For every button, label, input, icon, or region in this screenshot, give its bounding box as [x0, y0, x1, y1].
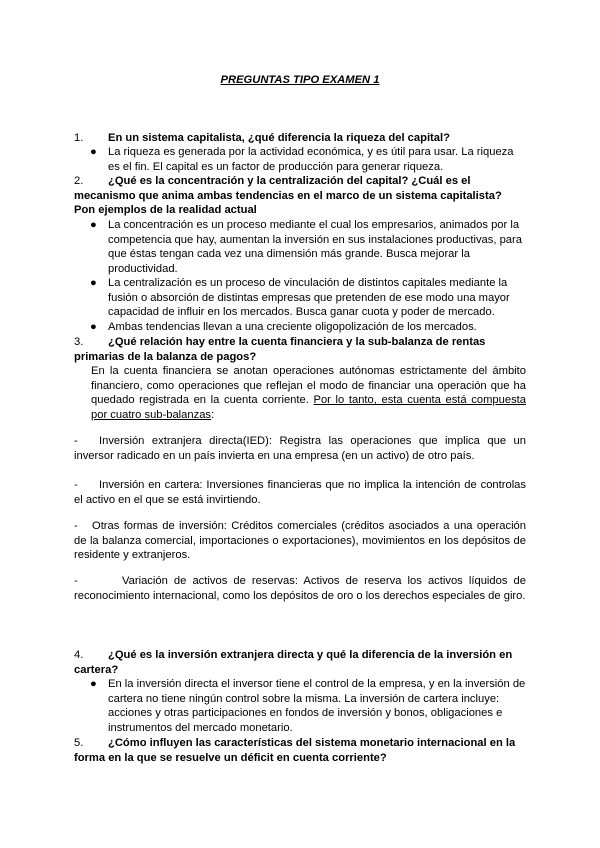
sub-balance-text: Inversión en cartera: Inversiones financieras que no implica la intención de controlas el activo en el que se está invirtiendo.	[74, 479, 526, 506]
question-5	[74, 736, 524, 765]
list-item	[90, 218, 526, 276]
paragraph-text: En la cuenta financiera se anotan operaciones autónomas estrictamente del ámbito financiero, como operaciones que reflejan el modo de financiar una operación que ha quedado registrada en la cuenta corriente.	[91, 365, 526, 406]
question-number: 1.	[74, 132, 84, 144]
question-text: ¿Qué relación hay entre la cuenta financiera y la sub-balanza de rentas primarias de la balanza de pagos?	[74, 336, 486, 363]
list-item	[90, 276, 526, 320]
question-number: 4.	[74, 649, 84, 661]
sub-balance-text: Otras formas de inversión: Créditos comerciales (créditos asociados a una operación de la balanza comercial, importaciones o exportaciones), movimientos en los depósitos de residente y extranjeros.	[74, 520, 526, 561]
list-item	[90, 145, 526, 174]
sub-balance-text: Variación de activos de reservas: Activos de reserva los activos líquidos de reconocimiento internacional, como los depósitos de oro o los derechos especiales de giro.	[74, 575, 526, 602]
question-text: ¿Cómo influyen las características del sistema monetario internacional en la forma en la que se resuelve un déficit en cuenta corriente?	[74, 737, 516, 764]
dash-marker: -	[74, 435, 78, 447]
bullet-icon: ●	[90, 678, 97, 690]
bullet-text: La concentración es un proceso mediante el cual los empresarios, animados por la competencia que hay, aumentan la inversión en sus instalaciones productivas, para que éstas tengan cada vez una dimensión más grande. Busca mejorar la productividad.	[108, 219, 522, 275]
page-title: PREGUNTAS TIPO EXAMEN 1	[220, 74, 380, 86]
question-number: 5.	[74, 737, 84, 749]
bullet-icon: ●	[90, 146, 97, 158]
bullet-text: En la inversión directa el inversor tiene el control de la empresa, y en la inversión de cartera no tiene ningún control sobre la misma. La inversión de cartera incluye: acciones y otras participaciones en fondos de inversión y bonos, obligaciones e instrumentos del mercado monetario.	[108, 678, 526, 734]
question-4	[74, 648, 524, 677]
answer-paragraph	[91, 364, 526, 422]
paragraph-end: :	[211, 408, 215, 421]
sub-balance-item	[74, 478, 526, 507]
paragraph-underlined-text: Por lo tanto, esta cuenta está compuesta por cuatro sub-balanzas	[91, 394, 526, 421]
bullet-icon: ●	[90, 321, 97, 333]
list-item	[90, 320, 526, 335]
bullet-text: Ambas tendencias llevan a una creciente oligopolización de los mercados.	[108, 321, 477, 333]
question-number: 3.	[74, 336, 84, 348]
bullet-icon: ●	[90, 277, 97, 289]
dash-marker: -	[74, 479, 78, 491]
bullet-text: La riqueza es generada por la actividad económica, y es útil para usar. La riqueza es el fin. El capital es un factor de producción para generar riqueza.	[108, 146, 514, 173]
list-item	[90, 677, 526, 735]
sub-balance-item	[74, 434, 526, 463]
question-text: ¿Qué es la concentración y la centralización del capital? ¿Cuál es el mecanismo que anima ambas tendencias en el marco de un sistema capitalista? Pon ejemplos de la realidad actual	[74, 175, 502, 216]
sub-balance-item	[74, 574, 526, 603]
dash-marker: -	[74, 575, 78, 587]
question-1	[74, 131, 524, 146]
bullet-text: La centralización es un proceso de vinculación de distintos capitales mediante la fusión o absorción de distintas empresas que pretenden de ese modo una mayor capacidad de influir en los mercados. Busca ganar cuota y poder de mercado.	[108, 277, 510, 318]
sub-balance-item	[74, 519, 526, 563]
sub-balance-text: Inversión extranjera directa(IED): Registra las operaciones que implica que un inversor radicado en un país invierta en una empresa (en un activo) de otro país.	[74, 435, 526, 462]
question-number: 2.	[74, 175, 84, 187]
question-text: ¿Qué es la inversión extranjera directa y qué la diferencia de la inversión en cartera?	[74, 649, 513, 676]
bullet-icon: ●	[90, 219, 97, 231]
question-text: En un sistema capitalista, ¿qué diferencia la riqueza del capital?	[108, 132, 450, 144]
question-3	[74, 335, 524, 364]
dash-marker: -	[74, 520, 78, 532]
question-2	[74, 174, 524, 218]
